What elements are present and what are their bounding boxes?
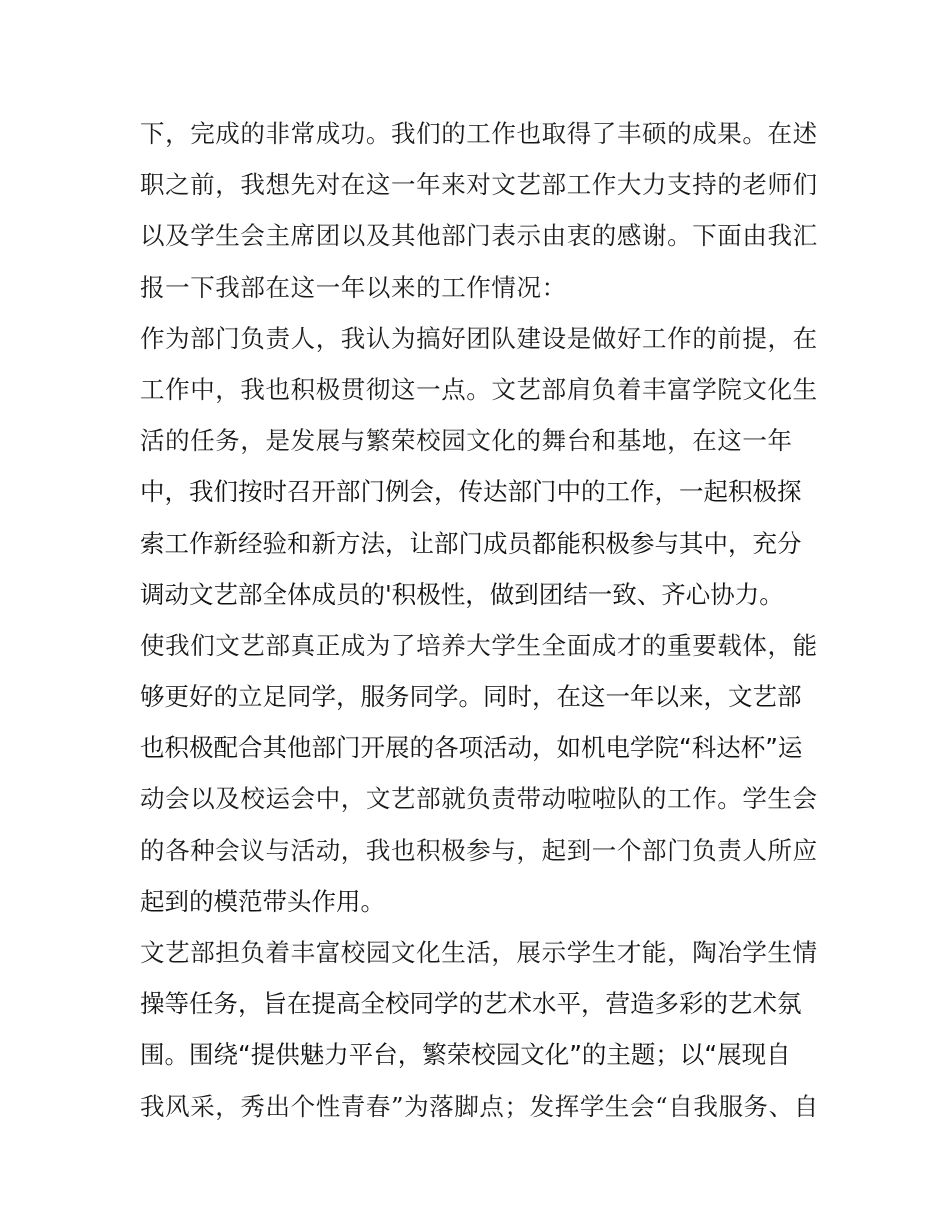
body-text	[140, 108, 820, 1132]
text-line: 也积极配合其他部门开展的各项活动，如机电学院“科达杯”运	[140, 733, 803, 763]
text-line: 报一下我部在这一年以来的工作情况：	[140, 272, 567, 302]
text-line: 职之前，我想先对在这一年来对文艺部工作大力支持的老师们	[140, 170, 818, 200]
text-line: 动会以及校运会中，文艺部就负责带动啦啦队的工作。学生会	[140, 784, 818, 814]
text-line: 工作中，我也积极贯彻这一点。文艺部肩负着丰富学院文化生	[140, 374, 818, 404]
text-line: 使我们文艺部真正成为了培养大学生全面成才的重要载体，能	[140, 630, 818, 660]
text-line: 活的任务，是发展与繁荣校园文化的舞台和基地，在这一年	[140, 426, 793, 456]
text-line: 够更好的立足同学，服务同学。同时，在这一年以来，文艺部	[140, 682, 802, 712]
text-line: 围。围绕“提供魅力平台，繁荣校园文化”的主题；以“展现自	[140, 1040, 791, 1070]
text-line: 操等任务，旨在提高全校同学的艺术水平，营造多彩的艺术氛	[140, 989, 802, 1019]
text-line: 作为部门负责人，我认为搞好团队建设是做好工作的前提，在	[140, 323, 818, 353]
text-line: 起到的模范带头作用。	[140, 886, 385, 916]
text-line: 我风采，秀出个性青春”为落脚点；发挥学生会“自我服务、自	[140, 1091, 819, 1121]
text-line: 中，我们按时召开部门例会，传达部门中的工作，一起积极探	[140, 477, 802, 507]
text-line: 文艺部担负着丰富校园文化生活，展示学生才能，陶冶学生情	[140, 938, 818, 967]
text-line: 的各种会议与活动，我也积极参与，起到一个部门负责人所应	[140, 835, 818, 865]
text-line: 索工作新经验和新方法，让部门成员都能积极参与其中，充分	[140, 528, 802, 558]
text-line: 调动文艺部全体成员的'积极性，做到团结一致、齐心协力。	[140, 579, 784, 609]
text-line: 下，完成的非常成功。我们的工作也取得了丰硕的成果。在述	[140, 119, 818, 148]
text-line: 以及学生会主席团以及其他部门表示由衷的感谢。下面由我汇	[140, 221, 818, 251]
